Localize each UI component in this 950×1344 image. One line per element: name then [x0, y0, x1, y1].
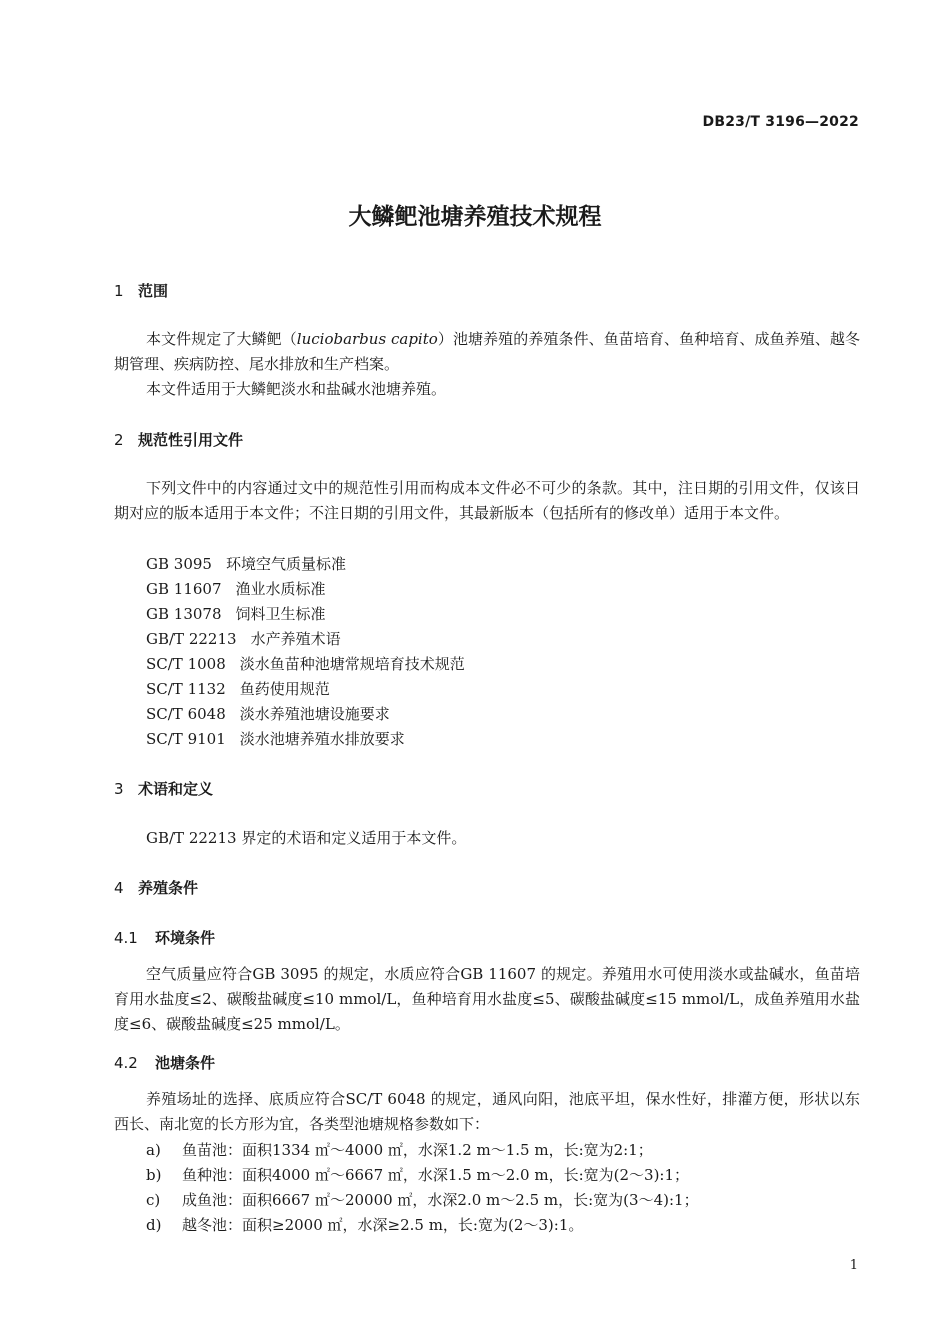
list-text: 成鱼池：面积6667 ㎡～20000 ㎡，水深2.0 m～2.5 m，长:宽为(3～4):1； [182, 1191, 699, 1209]
document-number: DB23/T 3196—2022 [702, 114, 859, 130]
subsection-title: 环境条件 [155, 929, 216, 947]
reference-code: GB 3095 [146, 555, 212, 573]
section-number: 2 [114, 431, 124, 449]
scope-paragraph [114, 327, 860, 377]
reference-item [146, 603, 326, 624]
section-number: 4 [114, 879, 124, 897]
list-text: 鱼种池：面积4000 ㎡～6667 ㎡，水深1.5 m～2.0 m，长:宽为(2～3):1； [182, 1166, 690, 1184]
reference-code: SC/T 1008 [146, 655, 226, 673]
reference-code: SC/T 6048 [146, 705, 226, 723]
references-intro: 下列文件中的内容通过文中的规范性引用而构成本文件必不可少的条款。其中，注日期的引用文件，仅该日期对应的版本适用于本文件；不注日期的引用文件，其最新版本（包括所有的修改单）适用于本文件。 [114, 479, 860, 522]
list-item [146, 1189, 699, 1210]
reference-item [146, 578, 326, 599]
list-label: d) [146, 1216, 162, 1234]
reference-code: GB 13078 [146, 605, 222, 623]
section-title: 养殖条件 [138, 879, 199, 897]
terms-paragraph: GB/T 22213 界定的术语和定义适用于本文件。 [146, 829, 467, 847]
reference-item [146, 653, 465, 674]
list-label: b) [146, 1166, 162, 1184]
subsection-number: 4.2 [114, 1054, 138, 1072]
pond-paragraph: 养殖场址的选择、底质应符合SC/T 6048 的规定，通风向阳，池底平坦，保水性好，排灌方便，形状以东西长、南北宽的长方形为宜，各类型池塘规格参数如下： [114, 1090, 860, 1133]
reference-name: 水产养殖术语 [250, 630, 341, 648]
reference-name: 淡水养殖池塘设施要求 [239, 705, 390, 723]
list-text: 鱼苗池：面积1334 ㎡～4000 ㎡，水深1.2 m～1.5 m，长:宽为2:1； [182, 1141, 653, 1159]
subsection-title: 池塘条件 [155, 1054, 216, 1072]
reference-item [146, 628, 341, 649]
section-4-heading [114, 877, 198, 898]
reference-name: 鱼药使用规范 [239, 680, 330, 698]
reference-item [146, 728, 405, 749]
reference-name: 淡水鱼苗种池塘常规培育技术规范 [239, 655, 465, 673]
reference-name: 渔业水质标准 [235, 580, 326, 598]
list-item [146, 1164, 689, 1185]
page-title: 大鳞鲃池塘养殖技术规程 [348, 204, 602, 230]
reference-code: GB/T 22213 [146, 630, 237, 648]
list-label: c) [146, 1191, 161, 1209]
reference-code: GB 11607 [146, 580, 222, 598]
reference-name: 环境空气质量标准 [225, 555, 346, 573]
section-3-heading [114, 778, 213, 799]
subsection-4-1-heading [114, 927, 215, 948]
scope-applicability: 本文件适用于大鳞鲃淡水和盐碱水池塘养殖。 [146, 380, 447, 398]
section-number: 1 [114, 282, 124, 300]
list-item [146, 1214, 583, 1235]
scope-text-start: 本文件规定了大鳞鲃（ [146, 330, 297, 348]
environment-paragraph: 空气质量应符合GB 3095 的规定，水质应符合GB 11607 的规定。养殖用水可使用淡水或盐碱水，鱼苗培育用水盐度≤2、碳酸盐碱度≤10 mmol/L，鱼种培育用水盐度≤5、碳酸盐碱度≤15 mmol/L，成鱼养殖用水盐度≤6、碳酸盐碱度≤25 mmol/L。 [114, 965, 860, 1033]
reference-name: 淡水池塘养殖水排放要求 [239, 730, 405, 748]
section-number: 3 [114, 780, 124, 798]
reference-code: SC/T 9101 [146, 730, 226, 748]
subsection-number: 4.1 [114, 929, 138, 947]
reference-name: 饲料卫生标准 [235, 605, 326, 623]
latin-name: luciobarbus capito [296, 330, 438, 348]
list-text: 越冬池：面积≥2000 ㎡，水深≥2.5 m，长:宽为(2～3):1。 [182, 1216, 584, 1234]
section-title: 规范性引用文件 [138, 431, 244, 449]
section-title: 范围 [138, 282, 169, 300]
section-1-heading [114, 280, 168, 301]
reference-item [146, 553, 346, 574]
reference-item [146, 703, 390, 724]
section-title: 术语和定义 [138, 780, 214, 798]
list-item [146, 1139, 653, 1160]
reference-item [146, 678, 330, 699]
page-number: 1 [849, 1258, 858, 1273]
subsection-4-2-heading [114, 1052, 215, 1073]
section-2-heading [114, 429, 243, 450]
list-label: a) [146, 1141, 161, 1159]
reference-code: SC/T 1132 [146, 680, 226, 698]
scope-text-end: ）池塘养殖的养殖条件、鱼苗培育、鱼种培育、成鱼养殖、越冬期管理、疾病防控、尾水排放和生产档案。 [114, 330, 860, 373]
